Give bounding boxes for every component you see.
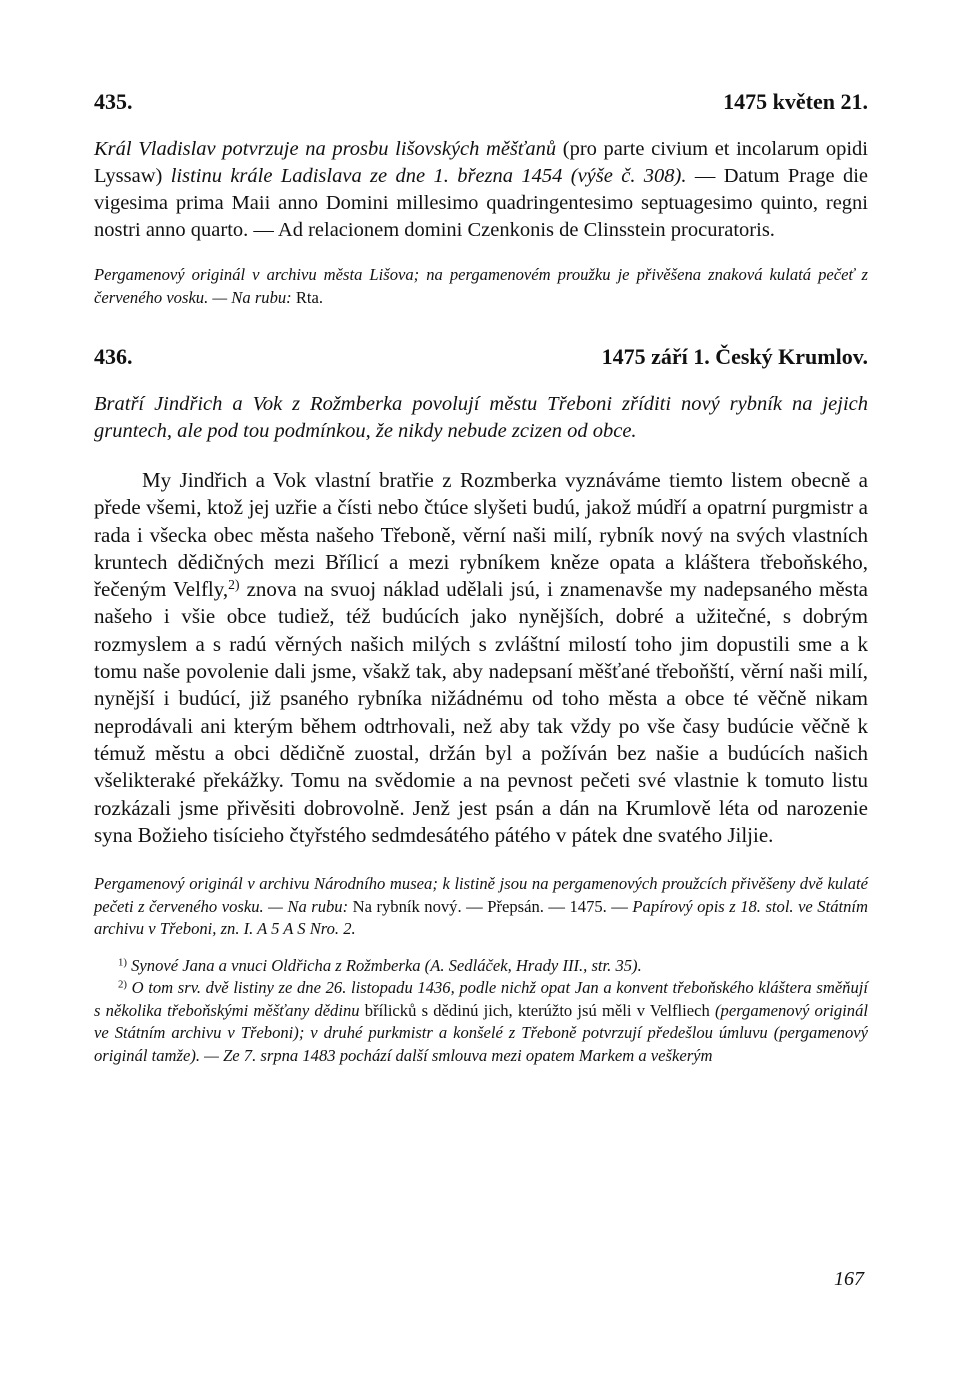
footnote-mark: 1) bbox=[118, 956, 127, 969]
footnote bbox=[94, 955, 868, 978]
footnote-ref: 2) bbox=[228, 577, 240, 593]
archival-note bbox=[94, 264, 868, 309]
footnote-italic: (pergamenový originál ve Státním archivu v Třeboni); v druhé purkmistr a konšelé z Třeboně potvrzují předešlou úmluvu (pergamenový originál tamže). — Ze 7. srpna 1483 pochází další smlouva mezi opatem Markem a veškerým bbox=[94, 1000, 868, 1065]
note-roman: Rta. bbox=[291, 287, 324, 307]
footnote-italic: O tom srv. dvě listiny ze dne 26. listopadu 1436, podle nichž opat Jan a konvent třeboňského kláštera směňují s několika třeboňskými měšťany dědinu bbox=[94, 978, 868, 1020]
note-roman: Na rybník nový. — Přepsán. — 1475. — bbox=[348, 896, 628, 916]
footnote-mark: 2) bbox=[118, 978, 127, 991]
regest-roman: (pro parte civium et incolarum opidi Lyssaw) bbox=[94, 138, 868, 187]
note-italic: Papírový opis z 18. stol. ve Státním archivu v Třeboni, zn. I. A 5 A S Nro. 2. bbox=[94, 896, 868, 939]
entry-heading bbox=[94, 88, 868, 116]
charter-text bbox=[94, 467, 868, 849]
charter-text-part: znova na svuoj náklad udělali jsú, i znamenavše my nadepsaného města našeho i všie obce tudiež, též budúcích jako nynějších, dobré a užitečné, s dobrým rozmyslem a s radú věrných našich milých s zvláštní milostí toho jim dopustili sme a k tomu naše povolenie dali jsme, všakž tak, aby nadepsaní měšťané třeboňští, věrní naši milí, nynější i budúcí, již psaného rybníka nižádnému od toho města a obce té věčně nikam neprodávali ani kterým během odtrhovali, než aby tak vždy po vše časy budúcie věčně k témuž městu a obci dědičně zuostal, držán byl a požíván bez našie a budúcích našich všelikteraké překážky. Tomu na svědomie a na pevnost pečeti své vlastnie k tomuto listu rozkázali jsme přivěsiti dobrovolně. Jenž jest psán a dán na Krumlově léta od narozenie syna Božieho tisícieho čtyřstého sedmdesátého pátého v pátek dne svatého Jiljie. bbox=[94, 577, 868, 847]
note-italic: Pergamenový originál v archivu Národního musea; k listině jsou na pergamenových proužcích přivěšeny dvě kulaté pečeti z červeného vosku. — Na rubu: bbox=[94, 874, 868, 916]
regest-italic: Bratří Jindřich a Vok z Rožmberka povolují městu Třeboni zříditi nový rybník na jejich gruntech, ale pod tou podmínkou, že nikdy nebude zcizen od obce. bbox=[94, 393, 868, 442]
footnotes bbox=[94, 955, 868, 1068]
footnote-roman: břílicků s dědinú jich, kterúžto jsú měli v Velfliech bbox=[359, 1000, 716, 1020]
entry-regest bbox=[94, 391, 868, 445]
archival-note bbox=[94, 873, 868, 941]
entry-regest bbox=[94, 136, 868, 244]
regest-roman: — Datum Prage die vigesima prima Maii anno Domini millesimo quadringentesimo septuagesimo quinto, regni nostri anno quarto. — Ad relacionem domini Czenkonis de Clinsstein procuratoris. bbox=[94, 165, 869, 241]
entry-date: 1475 květen 21. bbox=[723, 89, 868, 114]
regest-italic: Král Vladislav potvrzuje na prosbu lišovských měšťanů bbox=[94, 138, 557, 160]
entry-heading bbox=[94, 343, 868, 371]
footnote-italic: Synové Jana a vnuci Oldřicha z Rožmberka (A. Sedláček, Hrady III., str. 35). bbox=[126, 955, 642, 975]
charter-text-part: My Jindřich a Vok vlastní bratřie z Rozmberka vyznáváme tiemto listem obecně a přede všemi, ktož jej uzřie a čísti nebo čtúce slyšeti budú, jakož múdří a opatrní purgmistr a rada i všecka obec města našeho Třeboně, věrní naši milí, rybník nový na svých vlastních kruntech dědičných mezi Břílicí a mezi rybníkem kněze opata a kláštera třeboňského, řečeným Velfly, bbox=[94, 468, 868, 602]
page-number: 167 bbox=[834, 1268, 864, 1290]
entry-date: 1475 září 1. Český Krumlov. bbox=[601, 344, 868, 369]
note-italic: Pergamenový originál v archivu města Lišova; na pergamenovém proužku je přivěšena znaková kulatá pečeť z červeného vosku. — Na rubu: bbox=[94, 265, 868, 307]
footnote bbox=[94, 977, 868, 1067]
regest-italic: listinu krále Ladislava ze dne 1. března 1454 (výše č. 308). bbox=[170, 165, 687, 187]
entry-number: 435. bbox=[94, 89, 133, 114]
entry-number: 436. bbox=[94, 344, 133, 369]
